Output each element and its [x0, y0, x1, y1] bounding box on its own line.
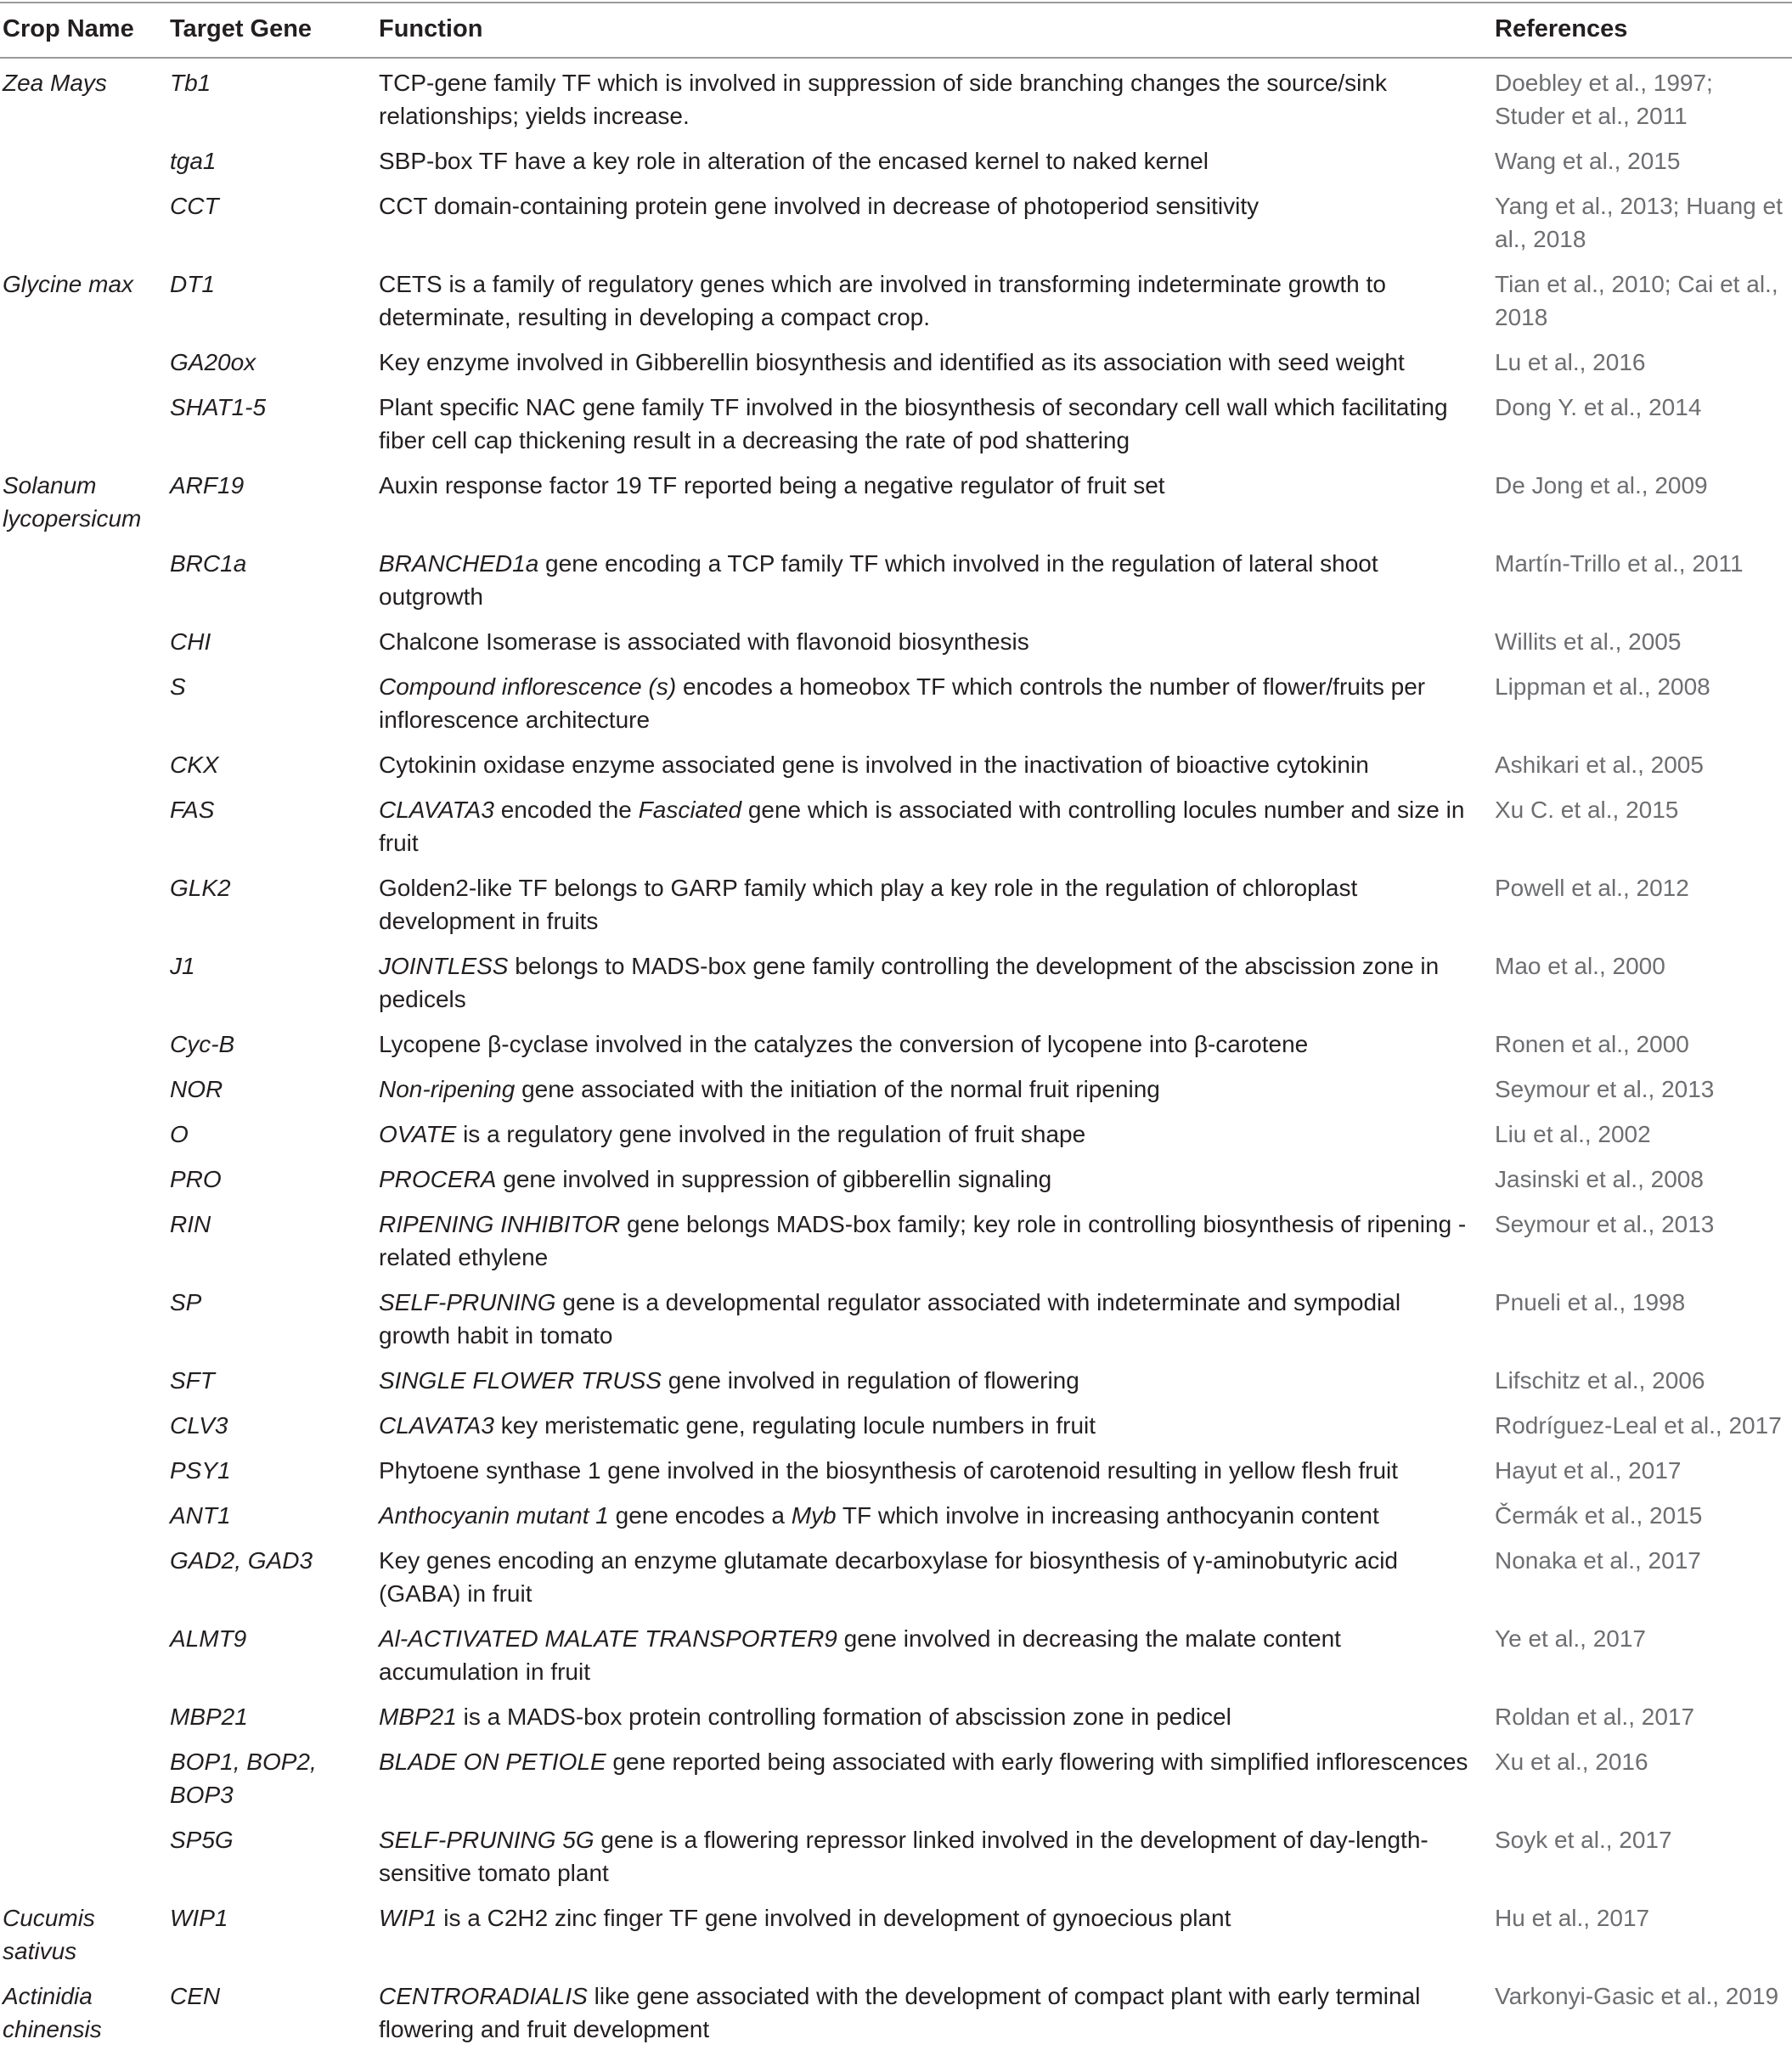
table-row: [0, 461, 1792, 539]
function-cell: [376, 864, 1495, 942]
crop-name-cell: [0, 1110, 167, 1155]
function-text: like gene associated with the development of compact plant with early terminal flowering and fruit development: [379, 1983, 1421, 2042]
table-row: [0, 539, 1792, 617]
header-references: References: [1495, 15, 1628, 42]
header-function: Function: [379, 15, 483, 42]
gene-name-italic: Al-ACTIVATED MALATE TRANSPORTER9: [379, 1625, 837, 1652]
function-text: TF which involve in increasing anthocyanin content: [836, 1502, 1379, 1529]
target-gene-cell: SP5G: [170, 1827, 234, 1853]
function-text: Chalcone Isomerase is associated with flavonoid biosynthesis: [379, 628, 1029, 655]
target-gene-cell: DT1: [170, 271, 215, 297]
crop-name-cell: Glycine max: [3, 271, 134, 297]
function-cell: [376, 1020, 1495, 1065]
table-row: [0, 1536, 1792, 1614]
gene-name-italic: OVATE: [379, 1121, 457, 1147]
table-header: [0, 0, 1792, 59]
target-gene-cell: J1: [170, 953, 195, 979]
gene-name-italic: Compound inflorescence (s): [379, 673, 677, 700]
header-target-gene: Target Gene: [170, 15, 313, 42]
reference-link[interactable]: Hu et al., 2017: [1495, 1905, 1650, 1931]
table-row: [0, 383, 1792, 461]
target-gene-cell: SHAT1-5: [170, 394, 267, 420]
target-gene-cell: O: [170, 1121, 189, 1147]
target-gene-cell: GA20ox: [170, 349, 256, 375]
target-gene-cell: ALMT9: [170, 1625, 247, 1652]
gene-name-italic: WIP1: [379, 1905, 437, 1931]
function-text: is a C2H2 zinc finger TF gene involved in development of gynoecious plant: [437, 1905, 1231, 1931]
function-cell: [376, 662, 1495, 741]
function-text: Golden2-like TF belongs to GARP family which play a key role in the regulation of chloroplast development in fruits: [379, 875, 1358, 934]
crop-name-cell: [0, 1816, 167, 1894]
reference-link[interactable]: Martín-Trillo et al., 2011: [1495, 550, 1744, 577]
function-text: gene involved in decreasing the malate content accumulation in fruit: [379, 1625, 1341, 1685]
crop-name-cell: [0, 1356, 167, 1401]
function-cell: [376, 1278, 1495, 1356]
function-text: encoded the: [493, 797, 639, 823]
reference-link[interactable]: Čermák et al., 2015: [1495, 1502, 1703, 1529]
target-gene-cell: ANT1: [170, 1502, 231, 1529]
table-row: [0, 1200, 1792, 1278]
gene-name-italic: Anthocyanin mutant 1: [379, 1502, 609, 1529]
reference-link[interactable]: Ye et al., 2017: [1495, 1625, 1647, 1652]
function-cell: [376, 1816, 1495, 1894]
target-gene-cell: BRC1a: [170, 550, 247, 577]
table-row: [0, 1110, 1792, 1155]
table-row: [0, 1692, 1792, 1737]
target-gene-cell: ARF19: [170, 472, 245, 498]
reference-link[interactable]: Wang et al., 2015: [1495, 148, 1681, 174]
gene-name-italic: PROCERA: [379, 1166, 497, 1192]
function-text: key meristematic gene, regulating locule numbers in fruit: [493, 1412, 1096, 1439]
function-cell: [376, 741, 1495, 786]
target-gene-cell: CHI: [170, 628, 211, 655]
function-cell: [376, 1491, 1495, 1536]
gene-name-italic: SINGLE FLOWER TRUSS: [379, 1367, 662, 1394]
function-cell: [376, 1065, 1495, 1110]
gene-name-italic: BLADE ON PETIOLE: [379, 1749, 606, 1775]
table-row: [0, 137, 1792, 182]
reference-link[interactable]: Varkonyi-Gasic et al., 2019: [1495, 1983, 1779, 2009]
crop-name-cell: [0, 1692, 167, 1737]
function-text: Phytoene synthase 1 gene involved in the biosynthesis of carotenoid resulting in yellow flesh fruit: [379, 1457, 1399, 1484]
reference-link[interactable]: Willits et al., 2005: [1495, 628, 1682, 655]
function-text: gene which is associated with controlling locules number and size in fruit: [379, 797, 1465, 856]
reference-link[interactable]: Roldan et al., 2017: [1495, 1704, 1695, 1730]
table-row: [0, 741, 1792, 786]
crop-name-cell: [0, 1536, 167, 1614]
gene-name-italic: Non-ripening: [379, 1076, 516, 1102]
reference-link[interactable]: Nonaka et al., 2017: [1495, 1547, 1701, 1574]
reference-link[interactable]: Soyk et al., 2017: [1495, 1827, 1672, 1853]
gene-name-italic: Myb: [791, 1502, 837, 1529]
reference-link[interactable]: Doebley et al., 1997; Studer et al., 2011: [1495, 70, 1713, 129]
crop-name-cell: Cucumis sativus: [3, 1905, 95, 1964]
table-row: [0, 1020, 1792, 1065]
function-cell: [376, 786, 1495, 864]
function-text: gene encoding a TCP family TF which involved in the regulation of lateral shoot outgrowth: [379, 550, 1378, 610]
target-gene-cell: tga1: [170, 148, 217, 174]
function-text: is a MADS-box protein controlling formation of abscission zone in pedicel: [456, 1704, 1231, 1730]
crop-name-cell: [0, 1446, 167, 1491]
target-gene-cell: SFT: [170, 1367, 215, 1394]
target-gene-cell: CEN: [170, 1983, 221, 2009]
table-row: [0, 1155, 1792, 1200]
crop-name-cell: Solanum lycopersicum: [3, 472, 142, 532]
crop-name-cell: [0, 1278, 167, 1356]
function-text: gene is a flowering repressor linked involved in the development of day-length-sensitive tomato plant: [379, 1827, 1429, 1886]
gene-name-italic: BRANCHED1a: [379, 550, 539, 577]
reference-link[interactable]: Lu et al., 2016: [1495, 349, 1646, 375]
function-text: Key genes encoding an enzyme glutamate decarboxylase for biosynthesis of γ-aminobutyric acid (GABA) in fruit: [379, 1547, 1398, 1607]
function-text: encodes a homeobox TF which controls the number of flower/fruits per inflorescence architecture: [379, 673, 1426, 733]
table-body: [0, 59, 1792, 2050]
table-row: [0, 1278, 1792, 1356]
function-text: Auxin response factor 19 TF reported being a negative regulator of fruit set: [379, 472, 1165, 498]
target-gene-cell: S: [170, 673, 186, 700]
function-cell: [376, 1401, 1495, 1446]
target-gene-cell: PRO: [170, 1166, 222, 1192]
table-row: [0, 1737, 1792, 1816]
function-cell: [376, 338, 1495, 383]
reference-link[interactable]: Dong Y. et al., 2014: [1495, 394, 1702, 420]
function-text: TCP-gene family TF which is involved in suppression of side branching changes the source/sink relationships; yields increase.: [379, 70, 1387, 129]
table-row: [0, 1816, 1792, 1894]
function-text: gene involved in regulation of flowering: [661, 1367, 1079, 1394]
crop-name-cell: [0, 942, 167, 1020]
table-row: [0, 1065, 1792, 1110]
function-cell: [376, 1614, 1495, 1692]
reference-link[interactable]: Lifschitz et al., 2006: [1495, 1367, 1705, 1394]
function-cell: [376, 260, 1495, 338]
crop-name-cell: [0, 182, 167, 260]
reference-link[interactable]: Mao et al., 2000: [1495, 953, 1665, 979]
top-rule: [0, 2, 1792, 3]
table-row: [0, 1972, 1792, 2050]
gene-name-italic: CLAVATA3: [379, 797, 494, 823]
function-cell: [376, 1200, 1495, 1278]
reference-link[interactable]: Jasinski et al., 2008: [1495, 1166, 1704, 1192]
table-row: [0, 864, 1792, 942]
reference-link[interactable]: Liu et al., 2002: [1495, 1121, 1651, 1147]
table-row: [0, 1401, 1792, 1446]
gene-name-italic: MBP21: [379, 1704, 457, 1730]
function-cell: [376, 1446, 1495, 1491]
table-row: [0, 59, 1792, 137]
function-cell: [376, 137, 1495, 182]
target-gene-cell: MBP21: [170, 1704, 248, 1730]
reference-link[interactable]: Rodríguez-Leal et al., 2017: [1495, 1412, 1782, 1439]
crop-name-cell: [0, 137, 167, 182]
reference-link[interactable]: Lippman et al., 2008: [1495, 673, 1710, 700]
target-gene-cell: CCT: [170, 193, 219, 219]
function-cell: [376, 1692, 1495, 1737]
crop-name-cell: [0, 786, 167, 864]
function-cell: [376, 1737, 1495, 1816]
reference-link[interactable]: Xu et al., 2016: [1495, 1749, 1648, 1775]
function-cell: [376, 383, 1495, 461]
crop-name-cell: [0, 1065, 167, 1110]
crop-name-cell: Actinidia chinensis: [3, 1983, 102, 2042]
target-gene-cell: CLV3: [170, 1412, 228, 1439]
table-row: [0, 1356, 1792, 1401]
crop-name-cell: [0, 1737, 167, 1816]
function-text: Cytokinin oxidase enzyme associated gene is involved in the inactivation of bioactive cytokinin: [379, 752, 1369, 778]
reference-link[interactable]: Xu C. et al., 2015: [1495, 797, 1679, 823]
gene-name-italic: JOINTLESS: [379, 953, 509, 979]
target-gene-cell: NOR: [170, 1076, 223, 1102]
table-row: [0, 786, 1792, 864]
table-row: [0, 1446, 1792, 1491]
function-cell: [376, 1155, 1495, 1200]
function-cell: [376, 539, 1495, 617]
crop-name-cell: [0, 617, 167, 662]
target-gene-cell: GAD2, GAD3: [170, 1547, 313, 1574]
function-text: belongs to MADS-box gene family controlling the development of the abscission zone in pedicels: [379, 953, 1440, 1012]
target-gene-cell: GLK2: [170, 875, 231, 901]
crop-name-cell: [0, 1614, 167, 1692]
function-text: is a regulatory gene involved in the regulation of fruit shape: [456, 1121, 1086, 1147]
function-text: Lycopene β-cyclase involved in the catalyzes the conversion of lycopene into β-carotene: [379, 1031, 1309, 1057]
function-text: gene involved in suppression of gibberellin signaling: [496, 1166, 1052, 1192]
function-text: Plant specific NAC gene family TF involved in the biosynthesis of secondary cell wall which facilitating fiber cell cap thickening result in a decreasing the rate of pod shattering: [379, 394, 1448, 453]
target-gene-cell: PSY1: [170, 1457, 231, 1484]
reference-link[interactable]: Seymour et al., 2013: [1495, 1076, 1715, 1102]
table-row: [0, 1614, 1792, 1692]
reference-link[interactable]: Powell et al., 2012: [1495, 875, 1689, 901]
target-gene-cell: RIN: [170, 1211, 211, 1237]
target-gene-cell: FAS: [170, 797, 215, 823]
crop-name-cell: [0, 1491, 167, 1536]
function-text: gene associated with the initiation of the normal fruit ripening: [515, 1076, 1160, 1102]
crop-name-cell: [0, 539, 167, 617]
crop-name-cell: [0, 741, 167, 786]
target-gene-cell: WIP1: [170, 1905, 228, 1931]
gene-name-italic: RIPENING INHIBITOR: [379, 1211, 621, 1237]
crop-name-cell: [0, 1020, 167, 1065]
function-text: CETS is a family of regulatory genes which are involved in transforming indeterminate growth to determinate, resulting in developing a compact crop.: [379, 271, 1386, 330]
table-row: [0, 338, 1792, 383]
function-cell: [376, 617, 1495, 662]
crop-name-cell: [0, 662, 167, 741]
reference-link[interactable]: Ronen et al., 2000: [1495, 1031, 1689, 1057]
crop-name-cell: [0, 1200, 167, 1278]
gene-name-italic: SELF-PRUNING: [379, 1289, 556, 1315]
function-text: gene reported being associated with early flowering with simplified inflorescences: [606, 1749, 1468, 1775]
target-gene-cell: SP: [170, 1289, 202, 1315]
reference-link[interactable]: Hayut et al., 2017: [1495, 1457, 1682, 1484]
reference-link[interactable]: Tian et al., 2010; Cai et al., 2018: [1495, 271, 1778, 330]
gene-name-italic: CENTRORADIALIS: [379, 1983, 588, 2009]
function-text: CCT domain-containing protein gene involved in decrease of photoperiod sensitivity: [379, 193, 1259, 219]
function-cell: [376, 1110, 1495, 1155]
crop-name-cell: [0, 338, 167, 383]
target-gene-cell: BOP1, BOP2, BOP3: [170, 1749, 317, 1808]
function-text: gene encodes a: [608, 1502, 792, 1529]
table-row: [0, 942, 1792, 1020]
function-cell: [376, 182, 1495, 260]
table-row: [0, 617, 1792, 662]
function-text: gene is a developmental regulator associated with indeterminate and sympodial growth habit in tomato: [379, 1289, 1401, 1349]
function-text: Key enzyme involved in Gibberellin biosynthesis and identified as its association with seed weight: [379, 349, 1405, 375]
crop-name-cell: [0, 383, 167, 461]
reference-link[interactable]: Pnueli et al., 1998: [1495, 1289, 1686, 1315]
reference-link[interactable]: Seymour et al., 2013: [1495, 1211, 1715, 1237]
reference-link[interactable]: Yang et al., 2013; Huang et al., 2018: [1495, 193, 1783, 252]
function-cell: [376, 1972, 1495, 2050]
table-row: [0, 182, 1792, 260]
table-row: [0, 260, 1792, 338]
reference-link[interactable]: De Jong et al., 2009: [1495, 472, 1708, 498]
target-gene-cell: Tb1: [170, 70, 211, 96]
function-cell: [376, 1356, 1495, 1401]
gene-name-italic: CLAVATA3: [379, 1412, 494, 1439]
function-cell: [376, 1536, 1495, 1614]
table-row: [0, 662, 1792, 741]
target-gene-cell: CKX: [170, 752, 219, 778]
reference-link[interactable]: Ashikari et al., 2005: [1495, 752, 1704, 778]
function-text: gene belongs MADS-box family; key role in controlling biosynthesis of ripening -related ethylene: [379, 1211, 1467, 1270]
function-cell: [376, 1894, 1495, 1972]
gene-name-italic: SELF-PRUNING 5G: [379, 1827, 595, 1853]
header-rule: [0, 57, 1792, 59]
function-cell: [376, 59, 1495, 137]
table-row: [0, 1491, 1792, 1536]
crop-name-cell: [0, 1401, 167, 1446]
table-row: [0, 1894, 1792, 1972]
function-text: SBP-box TF have a key role in alteration of the encased kernel to naked kernel: [379, 148, 1209, 174]
header-crop-name: Crop Name: [3, 15, 134, 42]
target-gene-cell: Cyc-B: [170, 1031, 235, 1057]
gene-name-italic: Fasciated: [638, 797, 742, 823]
function-cell: [376, 461, 1495, 539]
function-cell: [376, 942, 1495, 1020]
crop-name-cell: [0, 864, 167, 942]
crop-name-cell: Zea Mays: [3, 70, 107, 96]
crop-name-cell: [0, 1155, 167, 1200]
